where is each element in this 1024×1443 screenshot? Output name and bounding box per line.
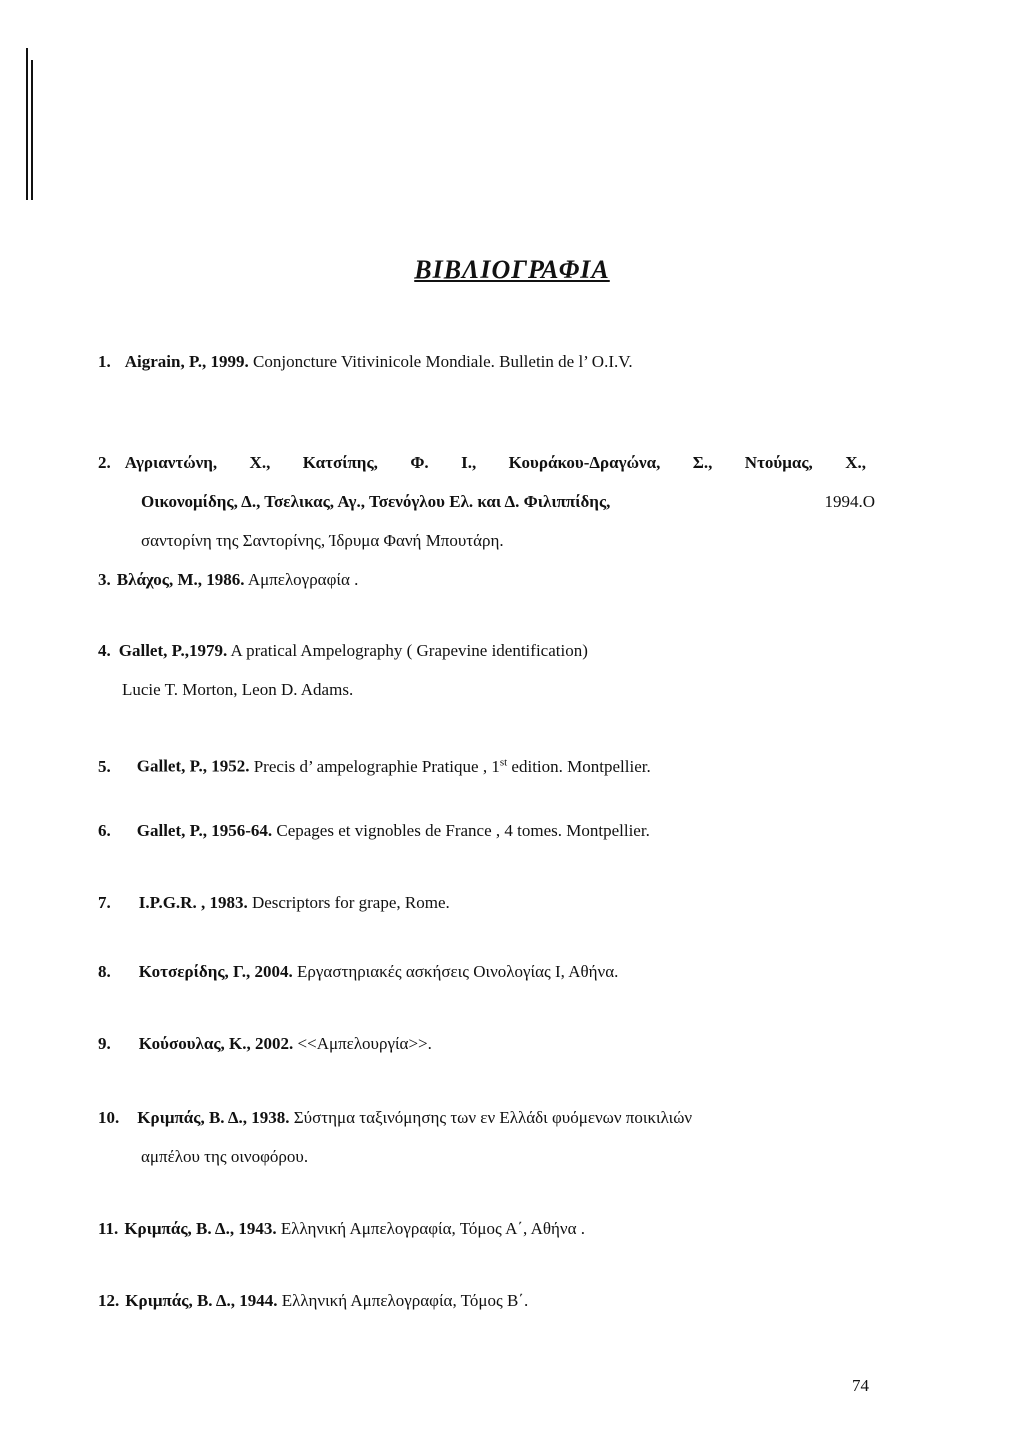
reference-4-line-2 <box>122 680 353 700</box>
reference-7 <box>98 893 450 913</box>
reference-author: Κριμπάς, Β. Δ., 1944. <box>125 1291 278 1310</box>
reference-number: 11. <box>98 1219 119 1238</box>
reference-10-line-2 <box>141 1147 308 1167</box>
reference-11 <box>98 1219 585 1239</box>
reference-text-part: edition. Montpellier. <box>507 756 651 776</box>
reference-number: 1. <box>98 352 111 371</box>
reference-text: Ελληνική Αμπελογραφία, Τόμος Α΄, Αθήνα . <box>280 1219 585 1238</box>
reference-text: <<Αμπελουργία>>. <box>297 1034 432 1053</box>
reference-author: Κριμπάς, Β. Δ., 1938. <box>137 1108 290 1127</box>
reference-12 <box>98 1291 528 1311</box>
reference-author: Κοτσερίδης, Γ., 2004. <box>138 962 293 981</box>
reference-2-line-2 <box>141 492 875 512</box>
reference-number: 4. <box>98 641 111 660</box>
reference-2-line-3 <box>141 531 504 551</box>
reference-author: Βλάχος, Μ., 1986. <box>116 570 245 589</box>
reference-text: Lucie T. Morton, Leon D. Adams. <box>122 680 354 699</box>
reference-text: Ελληνική Αμπελογραφία, Τόμος Β΄. <box>281 1291 529 1310</box>
reference-author: Κριμπάς, Β. Δ., 1943. <box>124 1219 277 1238</box>
reference-9 <box>98 1034 432 1054</box>
reference-5 <box>98 752 651 777</box>
reference-text: A pratical Ampelography ( Grapevine identification) <box>230 641 588 660</box>
reference-number: 3. <box>98 570 111 589</box>
reference-author: Aigrain, P., 1999. <box>124 352 249 371</box>
reference-text-part: Precis d’ ampelographie Pratique , 1 <box>253 756 500 776</box>
reference-number: 5. <box>98 756 111 776</box>
reference-text: Descriptors for grape, Rome. <box>251 893 450 912</box>
reference-number: 9. <box>98 1034 111 1053</box>
reference-author: Κούσουλας, Κ., 2002. <box>138 1034 294 1053</box>
reference-number: 12. <box>98 1291 120 1310</box>
reference-author: Gallet, P., 1956-64. <box>136 821 273 840</box>
reference-text: αμπέλου της οινοφόρου. <box>141 1147 309 1166</box>
reference-author: Gallet, P.,1979. <box>118 641 228 660</box>
reference-author: Αγριαντώνη, Χ., Κατσίπης, Φ. Ι., Κουράκου-Δραγώνα, Σ., Ντούμας, Χ., <box>124 453 866 472</box>
superscript: st <box>499 756 508 768</box>
reference-author: Gallet, P., 1952. <box>136 756 250 776</box>
reference-year: 1994.Ο <box>824 492 875 511</box>
reference-text: Cepages et vignobles de France , 4 tomes. Montpellier. <box>276 821 650 840</box>
reference-4 <box>98 641 588 661</box>
reference-number: 6. <box>98 821 111 840</box>
reference-number: 2. <box>98 453 111 472</box>
reference-2-line-1 <box>98 453 866 473</box>
reference-text: σαντορίνη της Σαντορίνης, Ίδρυμα Φανή Μπουτάρη. <box>141 531 504 550</box>
reference-6 <box>98 821 650 841</box>
reference-number: 10. <box>98 1108 120 1127</box>
reference-10 <box>98 1108 692 1128</box>
reference-text: Σύστημα ταξινόμησης των εν Ελλάδι φυόμενων ποικιλιών <box>293 1108 693 1127</box>
reference-text: Εργαστηριακές ασκήσεις Οινολογίας Ι, Αθήνα. <box>297 962 619 981</box>
reference-text: Conjoncture Vitivinicole Mondiale. Bulletin de l’ O.I.V. <box>253 352 633 371</box>
reference-number: 8. <box>98 962 111 981</box>
reference-text: Αμπελογραφία . <box>247 570 359 589</box>
reference-8 <box>98 962 618 982</box>
page-number: 74 <box>852 1376 869 1395</box>
scan-mark-left <box>26 48 28 200</box>
reference-3 <box>98 570 358 590</box>
reference-1 <box>98 352 633 372</box>
scan-mark-right <box>31 60 33 200</box>
reference-text <box>254 757 651 776</box>
reference-author: Οικονομίδης, Δ., Τσελικας, Αγ., Τσενόγλου Ελ. και Δ. Φιλιππίδης, <box>141 492 611 511</box>
reference-author: I.P.G.R. , 1983. <box>138 893 248 912</box>
reference-number: 7. <box>98 893 111 912</box>
page-title: ΒΙΒΛΙΟΓΡΑΦΙΑ <box>414 255 610 284</box>
